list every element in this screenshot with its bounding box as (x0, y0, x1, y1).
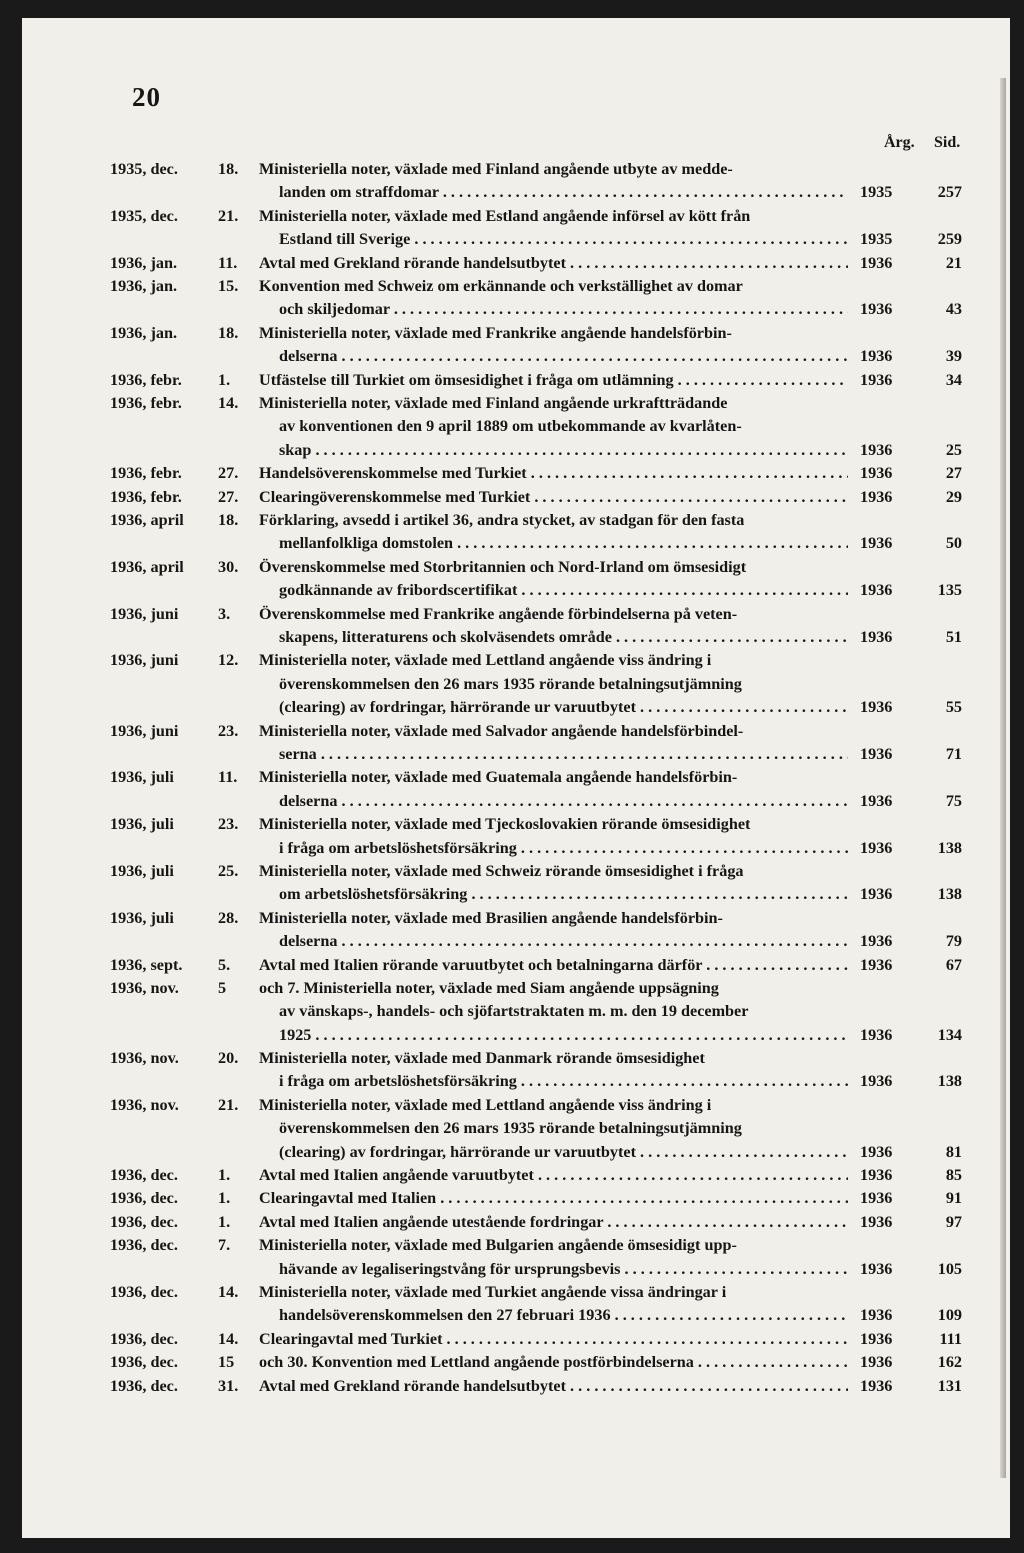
entry-description-line: Ministeriella noter, växlade med Salvador angående handelsförbindel- (259, 721, 744, 740)
entry-description (259, 509, 848, 556)
entry-day: 20. (218, 1049, 239, 1068)
entry-day: 27. (218, 464, 239, 483)
entry-day: 3. (218, 604, 231, 623)
entry-description (259, 205, 848, 252)
index-entry (22, 1234, 1010, 1281)
index-entry (22, 275, 1010, 322)
document-page (22, 18, 1010, 1538)
entry-description (259, 275, 848, 322)
entry-year: 1936 (860, 627, 893, 646)
entry-date: 1936, dec. (110, 1189, 178, 1208)
entry-date: 1936, nov. (110, 1049, 179, 1068)
entry-description-line: och skiljedomar . . . (259, 298, 848, 321)
entry-day: 21. (218, 1095, 239, 1114)
entry-day: 21. (218, 206, 239, 225)
entry-date: 1936, dec. (110, 1353, 178, 1372)
entry-description-line: Ministeriella noter, växlade med Lettland angående viss ändring i (259, 1095, 712, 1114)
entry-description (259, 720, 848, 767)
entry-date: 1936, juni (110, 721, 179, 740)
entry-date: 1936, febr. (110, 487, 182, 506)
entry-year: 1936 (860, 791, 893, 810)
entry-year: 1936 (860, 1072, 893, 1091)
entry-description-line: mellanfolkliga domstolen . . . (259, 532, 848, 555)
entry-page: 138 (937, 1072, 962, 1091)
index-entry (22, 1281, 1010, 1328)
entry-description-line: Ministeriella noter, växlade med Tjeckoslovakien rörande ömsesidighet (259, 815, 751, 834)
entry-year: 1936 (860, 1189, 893, 1208)
index-entry (22, 158, 1010, 205)
entry-year: 1936 (860, 581, 893, 600)
entry-year: 1936 (860, 885, 893, 904)
entry-year: 1936 (860, 1212, 893, 1231)
index-entry (22, 649, 1010, 719)
entry-date: 1936, febr. (110, 393, 182, 412)
entry-description (259, 1281, 848, 1328)
entry-day: 14. (218, 1329, 239, 1348)
entry-day: 25. (218, 861, 239, 880)
entry-day: 18. (218, 510, 239, 529)
entry-page: 91 (945, 1189, 962, 1208)
index-entry (22, 1211, 1010, 1234)
entry-day: 1. (218, 1189, 231, 1208)
entry-page: 25 (945, 440, 962, 459)
entry-description-line: delserna . . . (259, 790, 848, 813)
entry-description-line: landen om straffdomar . . . (259, 181, 848, 204)
entry-day: 31. (218, 1376, 239, 1395)
entry-page: 135 (937, 581, 962, 600)
entry-day: 23. (218, 721, 239, 740)
entry-description (259, 649, 848, 719)
entry-description-line: hävande av legaliseringstvång för ursprungsbevis . . . (259, 1258, 848, 1281)
entry-year: 1936 (860, 1166, 893, 1185)
entry-description-line: av konventionen den 9 april 1889 om utbekommande av kvarlåten- (279, 417, 742, 436)
entry-description-line: Ministeriella noter, växlade med Estland angående införsel av kött från (259, 206, 751, 225)
index-entry (22, 1187, 1010, 1210)
entry-page: 51 (945, 627, 962, 646)
entry-description-line: skapens, litteraturens och skolväsendets område . . . (259, 626, 848, 649)
entry-year: 1936 (860, 300, 893, 319)
entry-year: 1936 (860, 440, 893, 459)
entry-year: 1936 (860, 1376, 893, 1395)
entry-description (259, 322, 848, 369)
entry-description-line: godkännande av fribordscertifikat . . . (259, 579, 848, 602)
entry-day: 11. (218, 768, 238, 787)
page-number: 20 (132, 82, 161, 112)
index-entry (22, 1351, 1010, 1374)
entry-year: 1936 (860, 534, 893, 553)
entry-year: 1936 (860, 1142, 893, 1161)
entry-year: 1936 (860, 1259, 893, 1278)
entry-day: 15 (218, 1353, 235, 1372)
entry-description-line: och 7. Ministeriella noter, växlade med Siam angående uppsägning (259, 978, 719, 997)
entry-description (259, 1164, 848, 1187)
entry-date: 1936, juni (110, 651, 179, 670)
entry-description-line: överenskommelsen den 26 mars 1935 rörande betalningsutjämning (279, 1119, 742, 1138)
entry-year: 1936 (860, 932, 893, 951)
entry-day: 1. (218, 1166, 231, 1185)
index-entry (22, 462, 1010, 485)
entry-date: 1936, juli (110, 768, 174, 787)
entry-page: 67 (945, 955, 962, 974)
entry-day: 27. (218, 487, 239, 506)
entry-description-line: Estland till Sverige . . . (259, 228, 848, 251)
entry-description-line: i fråga om arbetslöshetsförsäkring . . . (259, 1070, 848, 1093)
index-entry (22, 813, 1010, 860)
year-column-header: Årg. (884, 134, 915, 151)
index-entry (22, 1094, 1010, 1164)
entry-date: 1936, april (110, 510, 184, 529)
entry-year: 1936 (860, 1025, 893, 1044)
entry-day: 14. (218, 393, 239, 412)
entry-description-line: Ministeriella noter, växlade med Frankrike angående handelsförbin- (259, 323, 732, 342)
entry-page: 81 (945, 1142, 962, 1161)
index-entry (22, 1047, 1010, 1094)
entry-day: 18. (218, 323, 239, 342)
entry-description-line: av vänskaps-, handels- och sjöfartstraktaten m. m. den 19 december (279, 1002, 749, 1021)
entry-date: 1936, dec. (110, 1236, 178, 1255)
entry-description (259, 766, 848, 813)
index-entry (22, 907, 1010, 954)
index-entry (22, 486, 1010, 509)
entry-description-line: delserna . . . (259, 930, 848, 953)
entry-description-line: Avtal med Grekland rörande handelsutbytet . . . (259, 252, 848, 275)
entry-day: 7. (218, 1236, 231, 1255)
entry-description (259, 1211, 848, 1234)
entry-description (259, 486, 848, 509)
entry-page: 79 (945, 932, 962, 951)
entry-day: 23. (218, 815, 239, 834)
entry-description-line: skap . . . (259, 439, 848, 462)
index-entry (22, 1328, 1010, 1351)
index-entry (22, 1164, 1010, 1187)
index-entry (22, 766, 1010, 813)
index-entry (22, 205, 1010, 252)
entry-description-line: Avtal med Italien angående utestående fordringar . . . (259, 1211, 848, 1234)
index-entry (22, 977, 1010, 1047)
entry-description-line: Avtal med Italien rörande varuutbytet och betalningarna därför . . . (259, 954, 848, 977)
entry-year: 1936 (860, 253, 893, 272)
entry-page: 29 (945, 487, 962, 506)
entry-date: 1935, dec. (110, 206, 178, 225)
entry-page: 21 (945, 253, 962, 272)
index-entry (22, 720, 1010, 767)
entry-description-line: Ministeriella noter, växlade med Schweiz rörande ömsesidighet i fråga (259, 861, 744, 880)
entry-date: 1936, april (110, 557, 184, 576)
index-entry (22, 556, 1010, 603)
entry-page: 97 (945, 1212, 962, 1231)
index-entry (22, 369, 1010, 392)
entry-year: 1936 (860, 1306, 893, 1325)
index-entry (22, 509, 1010, 556)
entry-date: 1936, juli (110, 861, 174, 880)
entry-page: 55 (945, 698, 962, 717)
entry-day: 30. (218, 557, 239, 576)
entry-date: 1936, febr. (110, 464, 182, 483)
entry-date: 1936, nov. (110, 1095, 179, 1114)
index-entry (22, 392, 1010, 462)
entry-year: 1936 (860, 698, 893, 717)
entry-year: 1936 (860, 1353, 893, 1372)
entry-page: 75 (945, 791, 962, 810)
entry-description-line: Ministeriella noter, växlade med Finland angående urkraftträdande (259, 393, 728, 412)
entry-page: 50 (945, 534, 962, 553)
entry-date: 1936, juli (110, 815, 174, 834)
entry-page: 259 (937, 230, 962, 249)
entry-page: 27 (945, 464, 962, 483)
entry-description-line: Ministeriella noter, växlade med Danmark rörande ömsesidighet (259, 1049, 705, 1068)
entry-page: 71 (945, 744, 962, 763)
column-headers (22, 134, 1010, 156)
entry-description (259, 1328, 848, 1351)
entry-description-line: Avtal med Italien angående varuutbytet . . . (259, 1164, 848, 1187)
entry-description (259, 392, 848, 462)
entry-description-line: Förklaring, avsedd i artikel 36, andra stycket, av stadgan för den fasta (259, 510, 745, 529)
entry-year: 1936 (860, 464, 893, 483)
entry-date: 1936, sept. (110, 955, 183, 974)
entry-description-line: Ministeriella noter, växlade med Brasilien angående handelsförbin- (259, 908, 723, 927)
entry-year: 1936 (860, 744, 893, 763)
entry-page: 131 (937, 1376, 962, 1395)
entry-page: 85 (945, 1166, 962, 1185)
entry-description-line: Utfästelse till Turkiet om ömsesidighet i fråga om utlämning . . . (259, 369, 848, 392)
entry-day: 1. (218, 370, 231, 389)
entry-description (259, 1351, 848, 1374)
entry-day: 12. (218, 651, 239, 670)
index-entry (22, 1375, 1010, 1398)
entry-date: 1936, juni (110, 604, 179, 623)
entry-page: 138 (937, 838, 962, 857)
entry-date: 1936, jan. (110, 253, 178, 272)
entry-day: 15. (218, 276, 239, 295)
entry-year: 1936 (860, 347, 893, 366)
entry-year: 1936 (860, 838, 893, 857)
entry-day: 11. (218, 253, 238, 272)
entry-date: 1936, nov. (110, 978, 179, 997)
entry-page: 134 (937, 1025, 962, 1044)
entry-day: 5. (218, 955, 231, 974)
index-entry (22, 603, 1010, 650)
entry-date: 1936, dec. (110, 1283, 178, 1302)
entry-day: 5 (218, 978, 227, 997)
entry-date: 1936, dec. (110, 1212, 178, 1231)
entry-year: 1936 (860, 1329, 893, 1348)
entry-date: 1936, dec. (110, 1376, 178, 1395)
entry-description-line: Ministeriella noter, växlade med Finland angående utbyte av medde- (259, 160, 733, 178)
entry-description (259, 1047, 848, 1094)
entry-description-line: (clearing) av fordringar, härrörande ur varuutbytet . . . (259, 1141, 848, 1164)
entry-page: 257 (937, 183, 962, 202)
entry-date: 1936, dec. (110, 1329, 178, 1348)
entry-description-line: Överenskommelse med Storbritannien och Nord-Irland om ömsesidigt (259, 557, 747, 576)
entry-page: 111 (939, 1329, 962, 1348)
entry-description (259, 252, 848, 275)
entry-description (259, 813, 848, 860)
index-entry (22, 252, 1010, 275)
entry-date: 1936, jan. (110, 323, 178, 342)
entry-description (259, 556, 848, 603)
entry-description (259, 603, 848, 650)
entry-page: 39 (945, 347, 962, 366)
entry-date: 1935, dec. (110, 160, 178, 178)
entry-description-line: Konvention med Schweiz om erkännande och verkställighet av domar (259, 276, 743, 295)
entry-description-line: och 30. Konvention med Lettland angående postförbindelserna . . . (259, 1351, 848, 1374)
entry-description-line: överenskommelsen den 26 mars 1935 rörande betalningsutjämning (279, 674, 742, 693)
entry-day: 18. (218, 160, 239, 178)
entry-description-line: om arbetslöshetsförsäkring . . . (259, 883, 848, 906)
entry-page: 43 (945, 300, 962, 319)
entry-description (259, 1094, 848, 1164)
entry-page: 162 (937, 1353, 962, 1372)
index-entry (22, 954, 1010, 977)
entry-description-line: Clearingavtal med Italien . . . (259, 1187, 848, 1210)
entry-description-line: 1925 . . . (259, 1024, 848, 1047)
entry-date: 1936, juli (110, 908, 174, 927)
entry-description (259, 158, 848, 205)
entry-description (259, 1187, 848, 1210)
entry-description-line: (clearing) av fordringar, härrörande ur varuutbytet . . . (259, 696, 848, 719)
entry-description-line: serna . . . (259, 743, 848, 766)
entry-description-line: delserna . . . (259, 345, 848, 368)
entry-description-line: Clearingöverenskommelse med Turkiet . . . (259, 486, 848, 509)
index-entry (22, 860, 1010, 907)
entry-page: 34 (945, 370, 962, 389)
entry-year: 1936 (860, 487, 893, 506)
entry-year: 1936 (860, 955, 893, 974)
entry-day: 14. (218, 1283, 239, 1302)
entry-page: 109 (937, 1306, 962, 1325)
entry-description (259, 369, 848, 392)
entry-day: 1. (218, 1212, 231, 1231)
entry-year: 1936 (860, 370, 893, 389)
treaty-index-list (22, 158, 1010, 1398)
entry-year: 1935 (860, 230, 893, 249)
page-edge (1000, 78, 1006, 1478)
entry-description-line: Clearingavtal med Turkiet . . . (259, 1328, 848, 1351)
entry-description-line: Avtal med Grekland rörande handelsutbytet . . . (259, 1375, 848, 1398)
entry-description-line: Ministeriella noter, växlade med Turkiet angående vissa ändringar i (259, 1283, 727, 1302)
entry-description (259, 462, 848, 485)
entry-description (259, 977, 848, 1047)
entry-description-line: Ministeriella noter, växlade med Bulgarien angående ömsesidigt upp- (259, 1236, 737, 1255)
entry-date: 1936, dec. (110, 1166, 178, 1185)
entry-page: 105 (937, 1259, 962, 1278)
entry-description (259, 860, 848, 907)
entry-description-line: Ministeriella noter, växlade med Guatemala angående handelsförbin- (259, 768, 738, 787)
entry-description (259, 1234, 848, 1281)
entry-page: 138 (937, 885, 962, 904)
entry-description-line: handelsöverenskommelsen den 27 februari 1936 . . . (259, 1304, 848, 1327)
entry-description (259, 1375, 848, 1398)
entry-date: 1936, febr. (110, 370, 182, 389)
entry-date: 1936, jan. (110, 276, 178, 295)
entry-description (259, 907, 848, 954)
entry-description-line: Överenskommelse med Frankrike angående förbindelserna på veten- (259, 604, 738, 623)
entry-day: 28. (218, 908, 239, 927)
page-column-header: Sid. (934, 134, 961, 151)
index-entry (22, 322, 1010, 369)
entry-description-line: i fråga om arbetslöshetsförsäkring . . . (259, 837, 848, 860)
entry-year: 1935 (860, 183, 893, 202)
entry-description (259, 954, 848, 977)
entry-description-line: Handelsöverenskommelse med Turkiet . . . (259, 462, 848, 485)
entry-description-line: Ministeriella noter, växlade med Lettland angående viss ändring i (259, 651, 712, 670)
